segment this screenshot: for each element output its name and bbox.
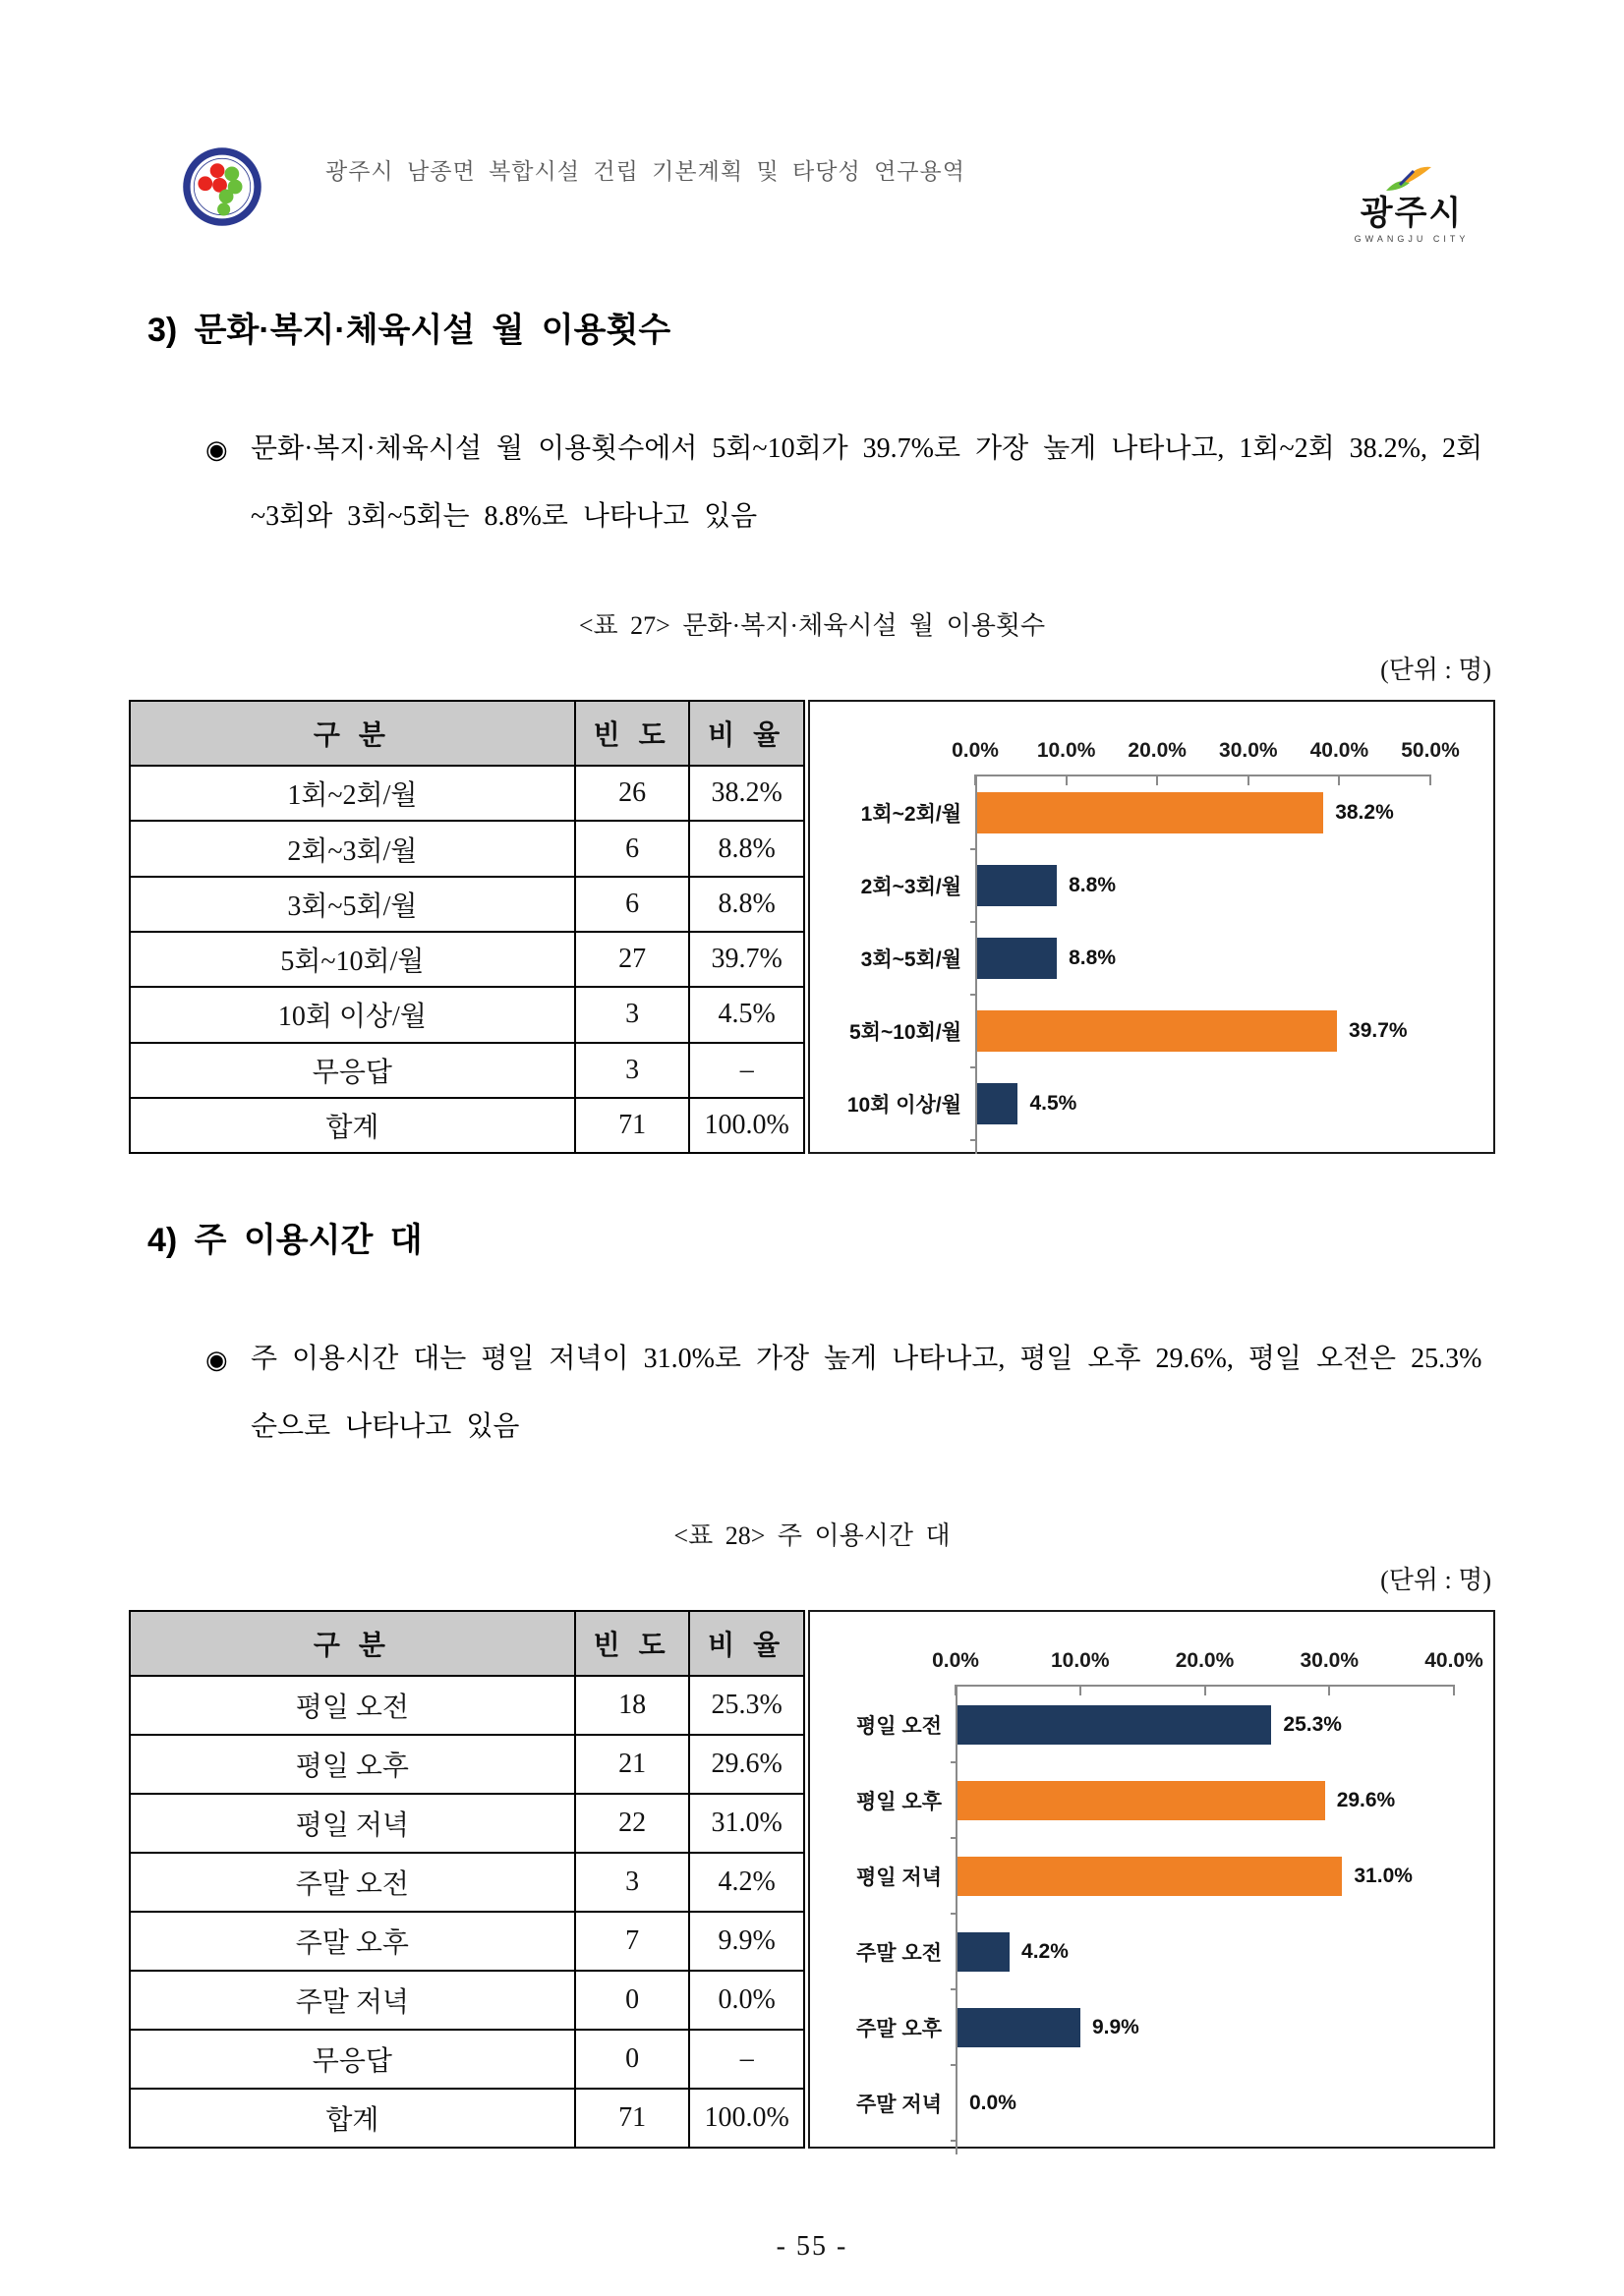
table-head [130, 701, 804, 766]
chart-bar-row [818, 1989, 1487, 2065]
chart-bar-row [818, 776, 1487, 849]
table-cell: 29.6% [689, 1735, 804, 1794]
axis-tail [975, 1140, 1487, 1154]
chart-bar-row [818, 2065, 1487, 2141]
section-3-bullet [129, 416, 1495, 550]
chart-bar-row [818, 1067, 1487, 1140]
table-cell: 38.2% [689, 766, 804, 821]
chart-bar-area [975, 776, 1430, 849]
chart-category-label: 평일 저녁 [856, 1866, 942, 1889]
table-27-unit-label: (단위 : 명) [1380, 656, 1491, 685]
column-header: 비 율 [689, 701, 804, 766]
table-cell: 주말 오전 [130, 1853, 575, 1912]
table-cell: 7 [575, 1912, 690, 1971]
table-row [130, 1853, 804, 1912]
table-cell: 9.9% [689, 1912, 804, 1971]
table-28-caption: <표 28> 주 이용시간 대 [673, 1521, 951, 1551]
table-row [130, 2089, 804, 2148]
bullet-marker-icon: ◉ [205, 1346, 228, 1375]
chart-bar-row [818, 922, 1487, 995]
table-27-row [129, 700, 1495, 1154]
table-row [130, 2030, 804, 2089]
table-row [130, 1676, 804, 1735]
table-cell: 27 [575, 932, 690, 987]
table-cell: 3 [575, 987, 690, 1042]
chart-value-label: 4.5% [1029, 1092, 1077, 1116]
table-cell: 4.2% [689, 1853, 804, 1912]
chart-bar [957, 1705, 1271, 1745]
chart-value-label: 39.7% [1349, 1019, 1408, 1043]
chart-bar-row [818, 1914, 1487, 1989]
city-logo-subtext: GWANGJU CITY [1354, 234, 1470, 244]
axis-tick-label: 10.0% [1036, 739, 1096, 763]
table-body [130, 1676, 804, 2148]
table-row [130, 987, 804, 1042]
chart-bar [977, 938, 1057, 979]
column-header: 비 율 [689, 1611, 804, 1676]
table-cell: 0 [575, 1971, 690, 2030]
bullet-marker-icon: ◉ [205, 435, 228, 464]
page-number: - 55 - [776, 2231, 848, 2263]
chart-value-label: 31.0% [1354, 1864, 1413, 1887]
chart-bar [957, 1932, 1010, 1972]
axis-tail [956, 2141, 1487, 2154]
axis-tick-label: 30.0% [1300, 1649, 1360, 1673]
chart-value-label: 9.9% [1091, 2015, 1139, 2038]
chart-axis [818, 1624, 1487, 1687]
section-3-bullet-text: 문화·복지·체육시설 월 이용횟수에서 5회~10회가 39.7%로 가장 높게 나타나고, 1회~2회 38.2%, 2회~3회와 3회~5회는 8.8%로 나타나고 있음 [251, 433, 1483, 532]
chart-value-label: 25.3% [1283, 1712, 1342, 1736]
chart-bar-area [975, 922, 1430, 995]
city-swoosh-icon [1380, 163, 1443, 197]
axis-tick-label: 30.0% [1219, 739, 1278, 763]
chart-category-label: 10회 이상/월 [846, 1094, 961, 1118]
chart-value-label: 29.6% [1336, 1788, 1396, 1811]
table-cell: 0.0% [689, 1971, 804, 2030]
chart-axis [818, 714, 1487, 776]
usage-frequency-chart [808, 700, 1495, 1154]
chart-bar-row [818, 1687, 1487, 1762]
column-header: 빈 도 [575, 701, 690, 766]
table-row [130, 766, 804, 821]
table-27-caption: <표 27> 문화·복지·체육시설 월 이용횟수 [578, 611, 1046, 641]
table-row [130, 821, 804, 876]
table-cell: 8.8% [689, 821, 804, 876]
table-cell: 6 [575, 821, 690, 876]
table-cell: 25.3% [689, 1676, 804, 1735]
document-title: 광주시 남종면 복합시설 건립 기본계획 및 타당성 연구용역 [325, 158, 965, 184]
table-28-unit-label: (단위 : 명) [1380, 1566, 1491, 1595]
chart-category-label: 주말 저녁 [856, 2093, 942, 2116]
table-cell: 10회 이상/월 [130, 987, 575, 1042]
chart-bar-row [818, 995, 1487, 1067]
section-4-bullet [129, 1326, 1495, 1461]
chart-bar-row [818, 1762, 1487, 1838]
table-cell: 21 [575, 1735, 690, 1794]
table-row [130, 1971, 804, 2030]
table-cell: – [689, 2030, 804, 2089]
column-header: 빈 도 [575, 1611, 690, 1676]
table-cell: 평일 오후 [130, 1735, 575, 1794]
chart-bar [977, 792, 1323, 833]
table-cell: 71 [575, 1098, 690, 1153]
chart-bar [977, 1010, 1337, 1052]
chart-category-label: 2회~3회/월 [860, 876, 961, 899]
table-cell: 39.7% [689, 932, 804, 987]
table-row [130, 1098, 804, 1153]
section-3-heading: 3) 문화·복지·체육시설 월 이용횟수 [147, 312, 671, 349]
table-cell: 100.0% [689, 2089, 804, 2148]
chart-category-label: 주말 오후 [856, 2017, 942, 2040]
table-cell: 22 [575, 1794, 690, 1853]
county-seal-icon [182, 138, 262, 236]
table-cell: – [689, 1043, 804, 1098]
axis-tick-label: 0.0% [952, 739, 999, 763]
table-cell: 2회~3회/월 [130, 821, 575, 876]
table-cell: 5회~10회/월 [130, 932, 575, 987]
axis-tick-label: 20.0% [1128, 739, 1187, 763]
table-cell: 3 [575, 1043, 690, 1098]
chart-value-label: 4.2% [1021, 1939, 1069, 1963]
chart-value-label: 0.0% [969, 2091, 1016, 2114]
table-cell: 18 [575, 1676, 690, 1735]
city-logo-text: 광주시 [1360, 195, 1464, 232]
chart-bar-area [956, 2065, 1454, 2141]
chart-value-label: 38.2% [1335, 801, 1394, 825]
chart-category-label: 5회~10회/월 [849, 1021, 961, 1045]
chart-bar-row [818, 849, 1487, 922]
chart-bar-area [956, 1989, 1454, 2065]
page-header [129, 136, 1495, 246]
chart-bar-area [975, 849, 1430, 922]
table-cell: 31.0% [689, 1794, 804, 1853]
chart-value-label: 8.8% [1069, 947, 1116, 970]
table-cell: 1회~2회/월 [130, 766, 575, 821]
table-header-row [130, 701, 804, 766]
chart-category-label: 1회~2회/월 [860, 803, 961, 827]
chart-bar-row [818, 1838, 1487, 1914]
axis-line [952, 714, 1460, 776]
table-row [130, 932, 804, 987]
table-row [130, 1794, 804, 1853]
table-cell: 100.0% [689, 1098, 804, 1153]
table-row [130, 1735, 804, 1794]
table-cell: 0 [575, 2030, 690, 2089]
chart-bar-area [975, 995, 1430, 1067]
table-cell: 4.5% [689, 987, 804, 1042]
column-header: 구 분 [130, 1611, 575, 1676]
chart-value-label: 8.8% [1069, 874, 1116, 897]
usage-time-table [129, 1610, 805, 2149]
usage-time-chart [808, 1610, 1495, 2149]
chart-bar [977, 1083, 1017, 1124]
table-body [130, 766, 804, 1153]
chart-category-label: 주말 오전 [856, 1941, 942, 1965]
table-cell: 3 [575, 1853, 690, 1912]
table-head [130, 1611, 804, 1676]
table-cell: 합계 [130, 2089, 575, 2148]
axis-tick-label: 40.0% [1309, 739, 1369, 763]
table-28-row [129, 1610, 1495, 2149]
table-cell: 71 [575, 2089, 690, 2148]
table-cell: 평일 저녁 [130, 1794, 575, 1853]
axis-tick-label: 10.0% [1050, 1649, 1110, 1673]
section-4-bullet-text: 주 이용시간 대는 평일 저녁이 31.0%로 가장 높게 나타나고, 평일 오후 29.6%, 평일 오전은 25.3%순으로 나타나고 있음 [251, 1344, 1482, 1442]
chart-bar [957, 2008, 1080, 2047]
axis-tick-label: 40.0% [1424, 1649, 1483, 1673]
section-4-heading: 4) 주 이용시간 대 [147, 1222, 423, 1260]
usage-frequency-table [129, 700, 805, 1154]
axis-tick-label: 0.0% [932, 1649, 979, 1673]
chart-category-label: 3회~5회/월 [860, 948, 961, 972]
chart-bar-area [956, 1762, 1454, 1838]
table-cell: 평일 오전 [130, 1676, 575, 1735]
table-cell: 무응답 [130, 1043, 575, 1098]
axis-tick-label: 50.0% [1401, 739, 1460, 763]
chart-category-label: 평일 오전 [856, 1714, 942, 1738]
chart-bar [957, 1857, 1342, 1896]
table-cell: 26 [575, 766, 690, 821]
chart-bar [977, 865, 1057, 906]
chart-bar-area [956, 1687, 1454, 1762]
table-cell: 주말 오후 [130, 1912, 575, 1971]
table-cell: 합계 [130, 1098, 575, 1153]
table-row [130, 877, 804, 932]
gwangju-city-logo [1338, 163, 1485, 244]
chart-bar [957, 1781, 1325, 1820]
table-cell: 6 [575, 877, 690, 932]
axis-line [932, 1624, 1483, 1687]
table-cell: 무응답 [130, 2030, 575, 2089]
column-header: 구 분 [130, 701, 575, 766]
chart-bar-area [975, 1067, 1430, 1140]
chart-category-label: 평일 오후 [856, 1790, 942, 1813]
table-cell: 3회~5회/월 [130, 877, 575, 932]
chart-bar-area [956, 1838, 1454, 1914]
chart-bar-area [956, 1914, 1454, 1989]
table-row [130, 1912, 804, 1971]
table-cell: 8.8% [689, 877, 804, 932]
axis-tick-label: 20.0% [1175, 1649, 1235, 1673]
table-header-row [130, 1611, 804, 1676]
table-cell: 주말 저녁 [130, 1971, 575, 2030]
table-row [130, 1043, 804, 1098]
